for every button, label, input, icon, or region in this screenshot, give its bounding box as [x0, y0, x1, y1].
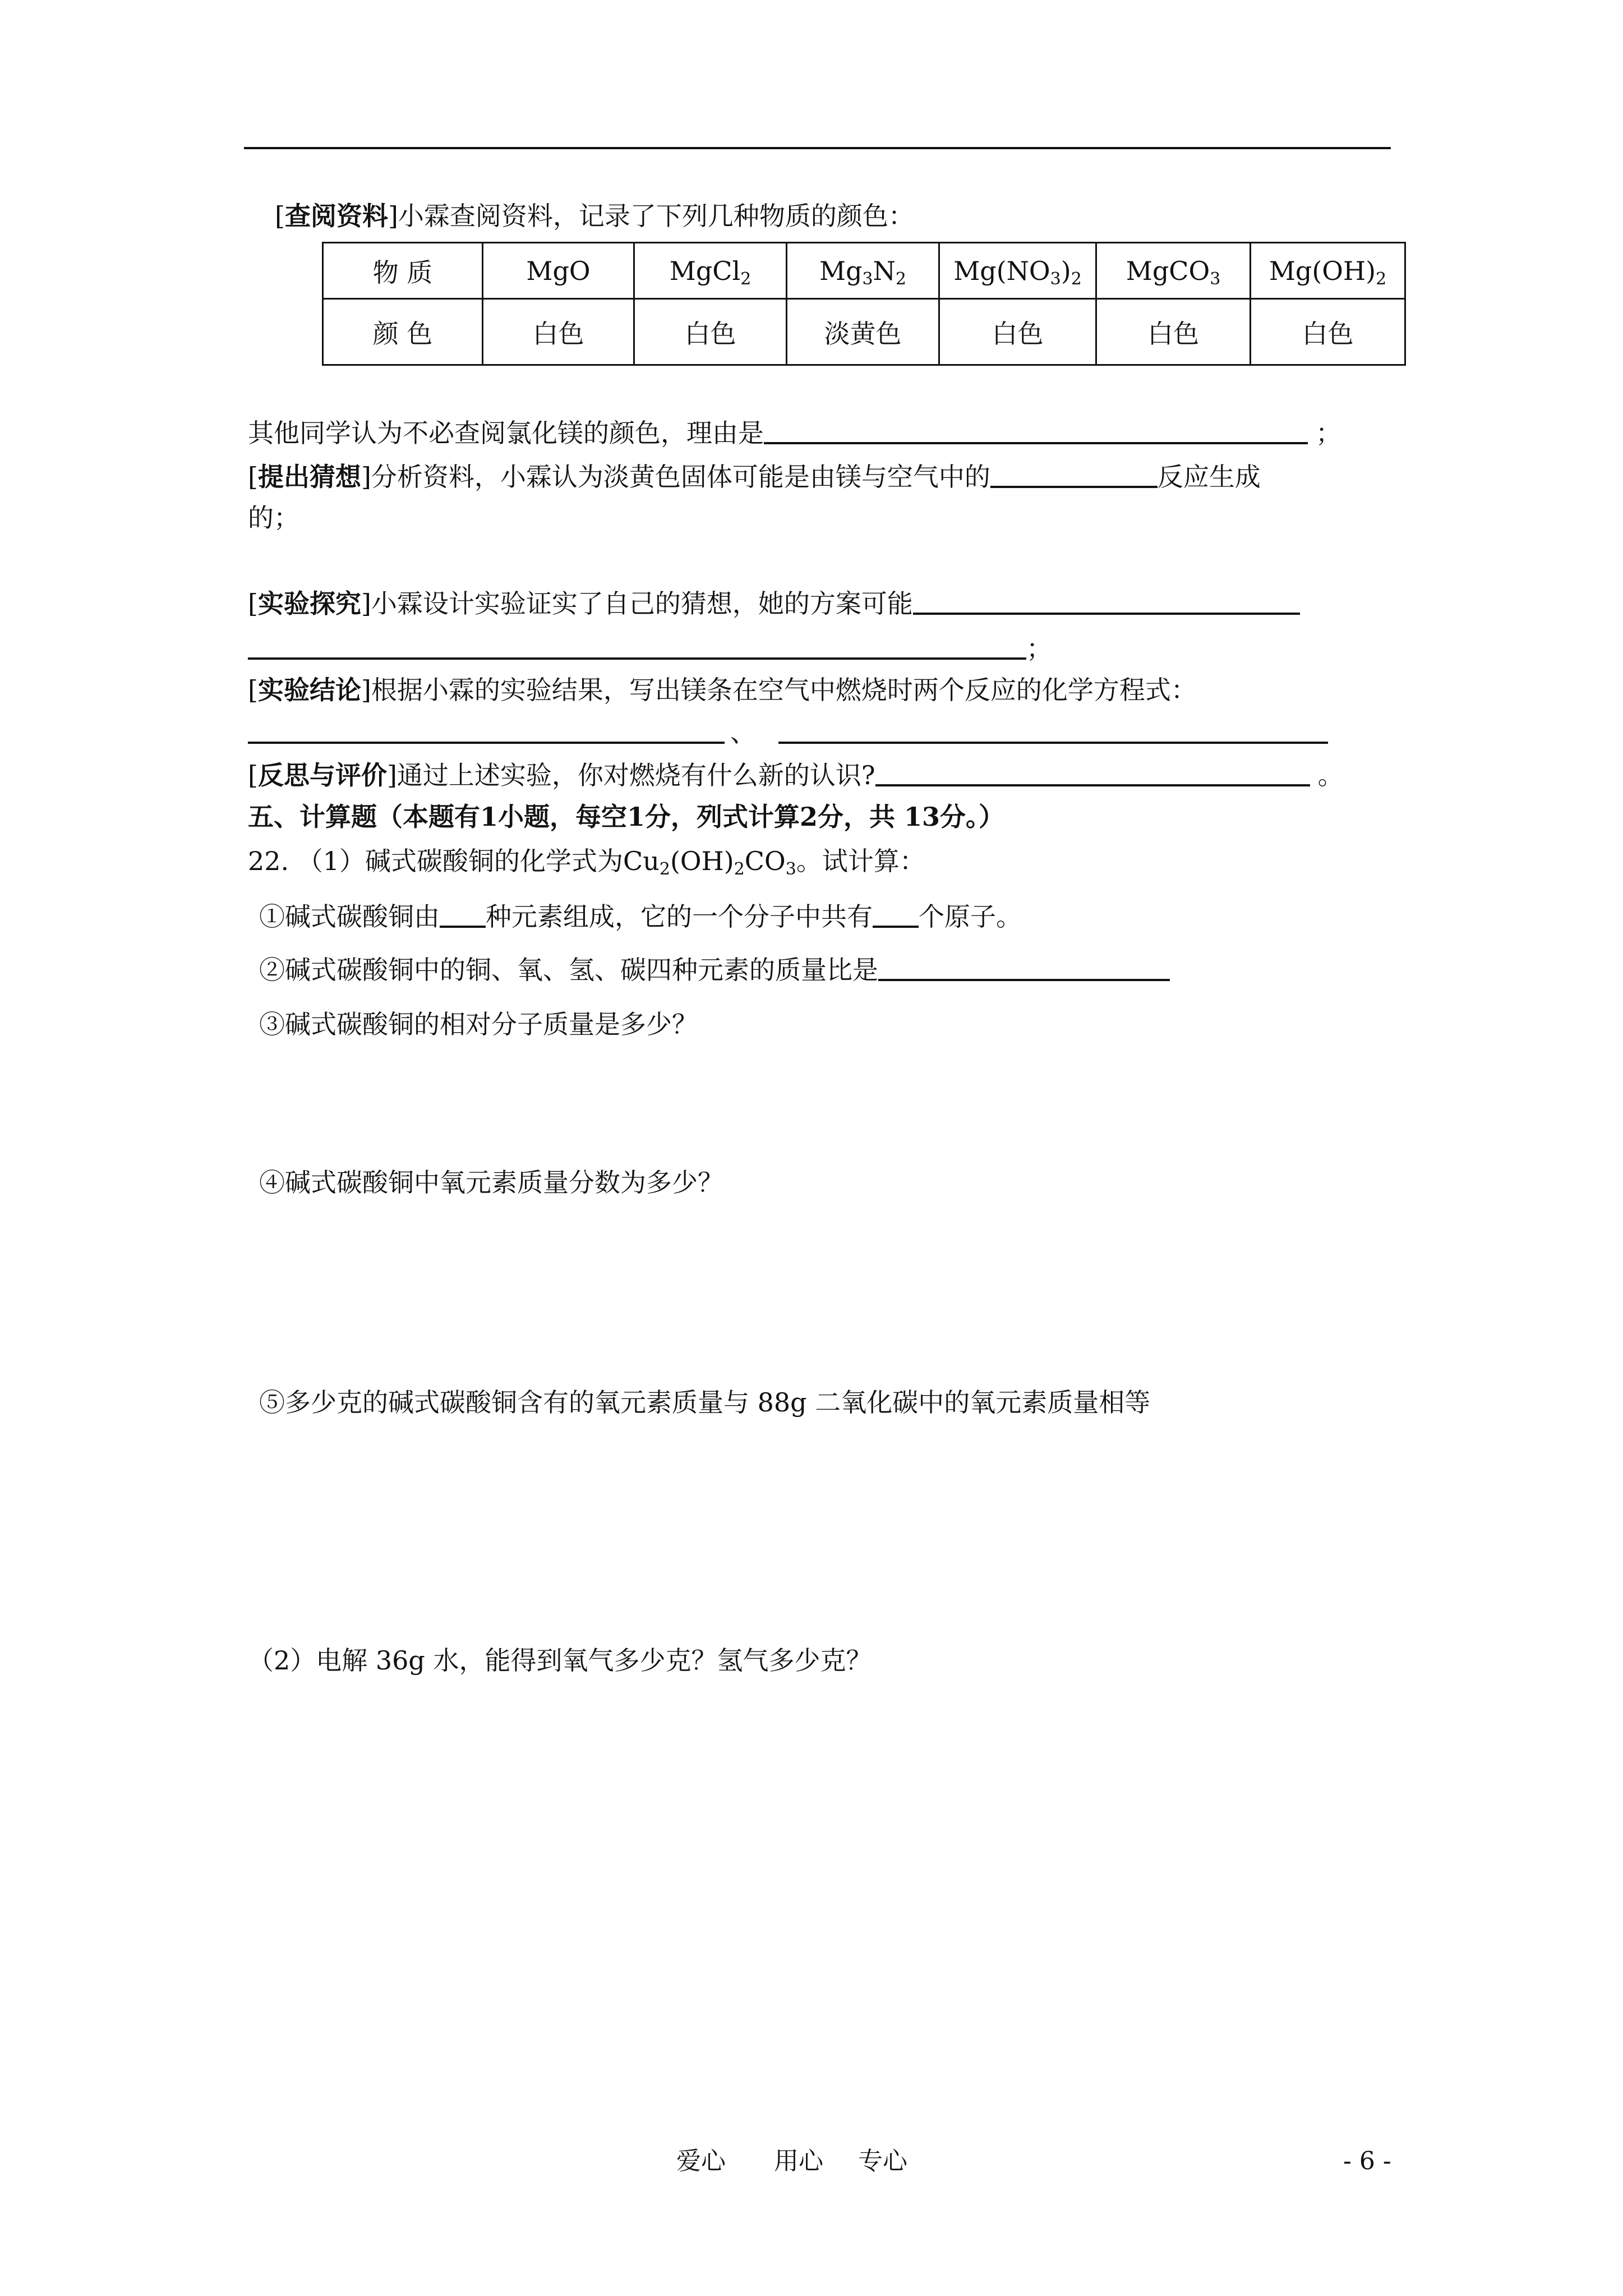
equation-blank-2[interactable] — [778, 719, 1328, 744]
table-header-substance: 物 质 — [323, 243, 483, 299]
conclusion-line: [实验结论]根据小霖的实验结果，写出镁条在空气中燃烧时两个反应的化学方程式： — [248, 675, 1197, 705]
equation-blank-1[interactable] — [248, 719, 725, 744]
research-tag: 查阅资料 — [284, 201, 388, 231]
answer-blank[interactable] — [248, 635, 1026, 660]
formula: $Cu_2(OH)_2CO_3$ — [623, 846, 796, 879]
table-row-color — [323, 299, 1405, 365]
conclusion-tag: 实验结论 — [257, 675, 361, 705]
table-cell-mgo: MgO — [483, 243, 634, 299]
hypothesis-text: 分析资料，小霖认为淡黄色固体可能是由镁与空气中的 — [371, 462, 990, 492]
table-cell-mgcl2: MgCl$_2$ — [634, 243, 787, 299]
reason-line: 其他同学认为不必查阅氯化镁的颜色，理由是 ； — [248, 418, 1341, 448]
table-cell-color: 白色 — [939, 299, 1096, 365]
hypothesis-line: [提出猜想]分析资料，小霖认为淡黄色固体可能是由镁与空气中的 反应生成 — [248, 462, 1261, 492]
experiment-text: 小霖设计实验证实了自己的猜想，她的方案可能 — [371, 588, 913, 619]
q22-item-5: ⑤多少克的碱式碳酸铜含有的氧元素质量与 88g 二氧化碳中的氧元素质量相等 — [259, 1387, 1151, 1418]
answer-blank[interactable] — [873, 903, 919, 928]
table-cell-mgno32: $Mg(NO_3)_2$ — [939, 243, 1096, 299]
research-intro: 小霖查阅资料，记录了下列几种物质的颜色： — [398, 201, 914, 231]
reason-text: 其他同学认为不必查阅氯化镁的颜色，理由是 — [248, 418, 764, 448]
experiment-line: [实验探究]小霖设计实验证实了自己的猜想，她的方案可能 — [248, 590, 1300, 616]
research-line: [查阅资料]小霖查阅资料，记录了下列几种物质的颜色： — [275, 201, 914, 231]
header-rule — [244, 147, 1391, 149]
footer-slogan-2: 用心 — [774, 2147, 823, 2175]
table-cell-color: 淡黄色 — [787, 299, 939, 365]
table-cell-color: 白色 — [1251, 299, 1405, 365]
answer-blank[interactable] — [440, 903, 486, 928]
hypothesis-line2: 的； — [248, 503, 299, 533]
table-row-substance — [323, 243, 1405, 299]
reflection-tag: 反思与评价 — [257, 760, 387, 790]
answer-blank[interactable] — [990, 463, 1158, 488]
table-cell-color: 白色 — [483, 299, 634, 365]
q22-item-4: ④碱式碳酸铜中氧元素质量分数为多少？ — [259, 1167, 723, 1198]
table-cell-color: 白色 — [1096, 299, 1251, 365]
conclusion-text: 根据小霖的实验结果，写出镁条在空气中燃烧时两个反应的化学方程式： — [371, 675, 1197, 705]
table-header-color: 颜 色 — [323, 299, 483, 365]
reflection-line: [反思与评价]通过上述实验，你对燃烧有什么新的认识? 。 — [248, 760, 1344, 790]
footer-slogan-3: 专心 — [858, 2147, 907, 2175]
experiment-line2: ； — [248, 635, 1052, 661]
equation-line: 、 — [248, 719, 1328, 746]
reflection-text: 通过上述实验，你对燃烧有什么新的认识? — [396, 760, 875, 790]
experiment-tag: 实验探究 — [257, 588, 361, 619]
answer-blank[interactable] — [875, 762, 1310, 786]
color-table — [322, 242, 1406, 366]
q22-item-2: ②碱式碳酸铜中的铜、氧、氢、碳四种元素的质量比是 — [259, 956, 1170, 983]
page-number: - 6 - — [1343, 2147, 1391, 2175]
table-cell-mgoh2: $Mg(OH)_2$ — [1251, 243, 1405, 299]
table-cell-color: 白色 — [634, 299, 787, 365]
table-cell-mgco3: MgCO$_3$ — [1096, 243, 1251, 299]
q22-part-2: （2）电解 36g 水，能得到氧气多少克？氢气多少克？ — [248, 1645, 872, 1676]
table-cell-mg3n2: $Mg_3N_2$ — [787, 243, 939, 299]
q22-item-3: ③碱式碳酸铜的相对分子质量是多少？ — [259, 1009, 698, 1039]
answer-blank[interactable] — [764, 420, 1308, 444]
answer-blank[interactable] — [878, 956, 1170, 981]
q22-item-1: ①碱式碳酸铜由 种元素组成，它的一个分子中共有 个原子。 — [259, 901, 1022, 932]
q22-line: 22. （1）碱式碳酸铜的化学式为$Cu_2(OH)_2CO_3$。试计算： — [248, 846, 925, 879]
section-title: 五、计算题（本题有1小题，每空1分，列式计算2分，共 13分。） — [248, 802, 1005, 832]
answer-blank[interactable] — [913, 590, 1300, 615]
hypothesis-tag: 提出猜想 — [257, 462, 361, 492]
footer-slogan-1: 爱心 — [676, 2147, 726, 2175]
